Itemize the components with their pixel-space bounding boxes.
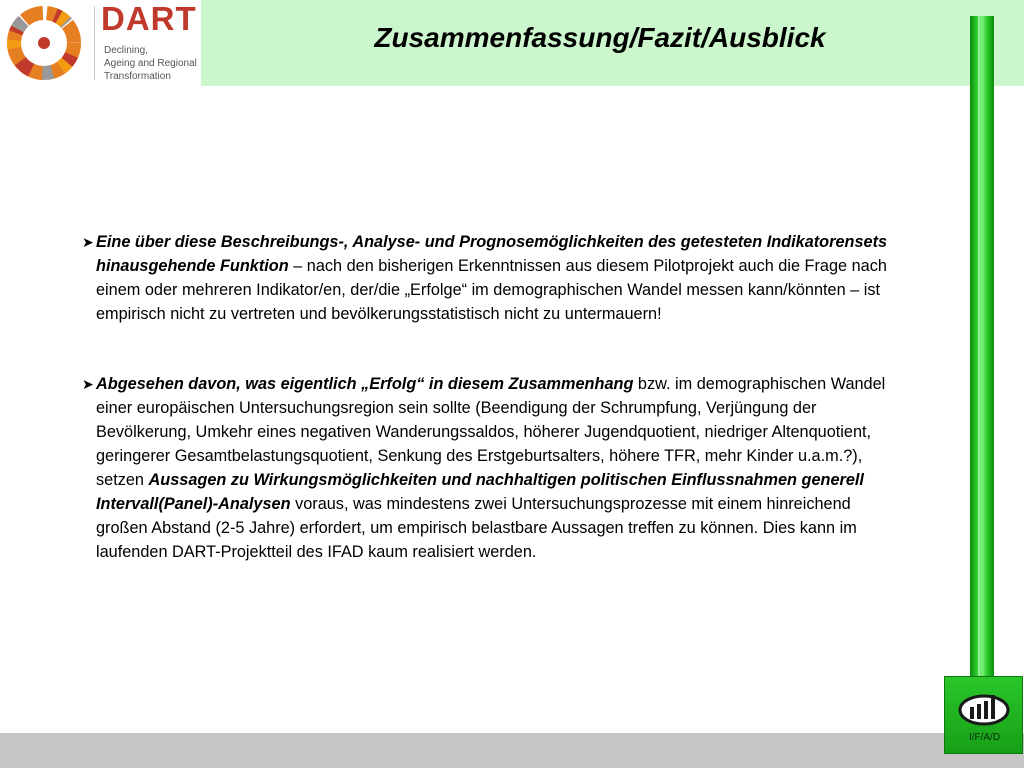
arrow-bullet-icon: ➤ bbox=[82, 234, 94, 250]
bullet-1-text: – nach den bisherigen Erkenntnissen aus diesem Pilotprojekt auch die Frage nach einem oder mehreren Indikator/en, der/die „Erfolge“ im demographischen Wandel messen kann/könnten – ist empirisch nicht zu vertreten und bevölkerungsstatistisch nicht zu untermauern! bbox=[96, 257, 887, 323]
logo-subtitle bbox=[104, 44, 197, 83]
bullet-point-2 bbox=[82, 372, 902, 564]
green-bar-highlight bbox=[978, 16, 980, 768]
logo-wordmark: DART bbox=[101, 0, 197, 37]
arrow-bullet-icon: ➤ bbox=[82, 376, 94, 392]
bullet-1-emphasis: Eine über diese Beschreibungs-, Analyse- und Prognosemöglichkeiten des getesteten Indikatorensets hinausgehende Funktion bbox=[96, 233, 888, 275]
green-vertical-bar bbox=[970, 16, 994, 768]
logo-subtitle-line: Ageing and Regional bbox=[104, 58, 197, 69]
bullet-2-emphasis-2: Aussagen zu Wirkungsmöglichkeiten und nachhaltigen politischen Einflussnahmen generell Intervall(Panel)-Analysen bbox=[96, 471, 864, 513]
bullet-2-emphasis-1: Abgesehen davon, was eigentlich „Erfolg“ in diesem Zusammenhang bbox=[96, 375, 634, 393]
bullet-2-text-1: bzw. im demographischen Wandel einer europäischen Untersuchungsregion sein sollte (Beendigung der Schrumpfung, Verjüngung der Bevölkerung, Umkehr eines negativen Wanderungssaldos, höherer Jugendquotient, niedriger Altenquotient, geringerer Gesamtbelastungsquotient, Senkung des Erstgeburtsalters, höhere TFR, mehr Kinder u.a.m.?), setzen bbox=[96, 375, 886, 489]
logo-subtitle-line: Declining, bbox=[104, 45, 148, 56]
logo-subtitle-line: Transformation bbox=[104, 71, 171, 82]
slide-body bbox=[82, 230, 902, 610]
ifad-logo-icon bbox=[957, 691, 1011, 729]
header-band bbox=[0, 0, 1024, 86]
dart-ring-icon bbox=[4, 3, 84, 83]
ifad-badge bbox=[944, 676, 1023, 754]
dart-logo bbox=[0, 0, 201, 86]
footer-band bbox=[0, 733, 1024, 768]
logo-separator bbox=[94, 6, 95, 80]
bullet-point-1 bbox=[82, 230, 902, 326]
bullet-2-text-2: voraus, was mindestens zwei Untersuchungsprozesse mit einem hinreichend großen Abstand (2-5 Jahre) erfordert, um empirisch belastbare Aussagen treffen zu können. Dies kann im laufenden DART-Projektteil des IFAD kaum realisiert werden. bbox=[96, 495, 857, 561]
ifad-label: I/F/A/D bbox=[968, 732, 1001, 743]
slide-title: Zusammenfassung/Fazit/Ausblick bbox=[374, 22, 826, 53]
